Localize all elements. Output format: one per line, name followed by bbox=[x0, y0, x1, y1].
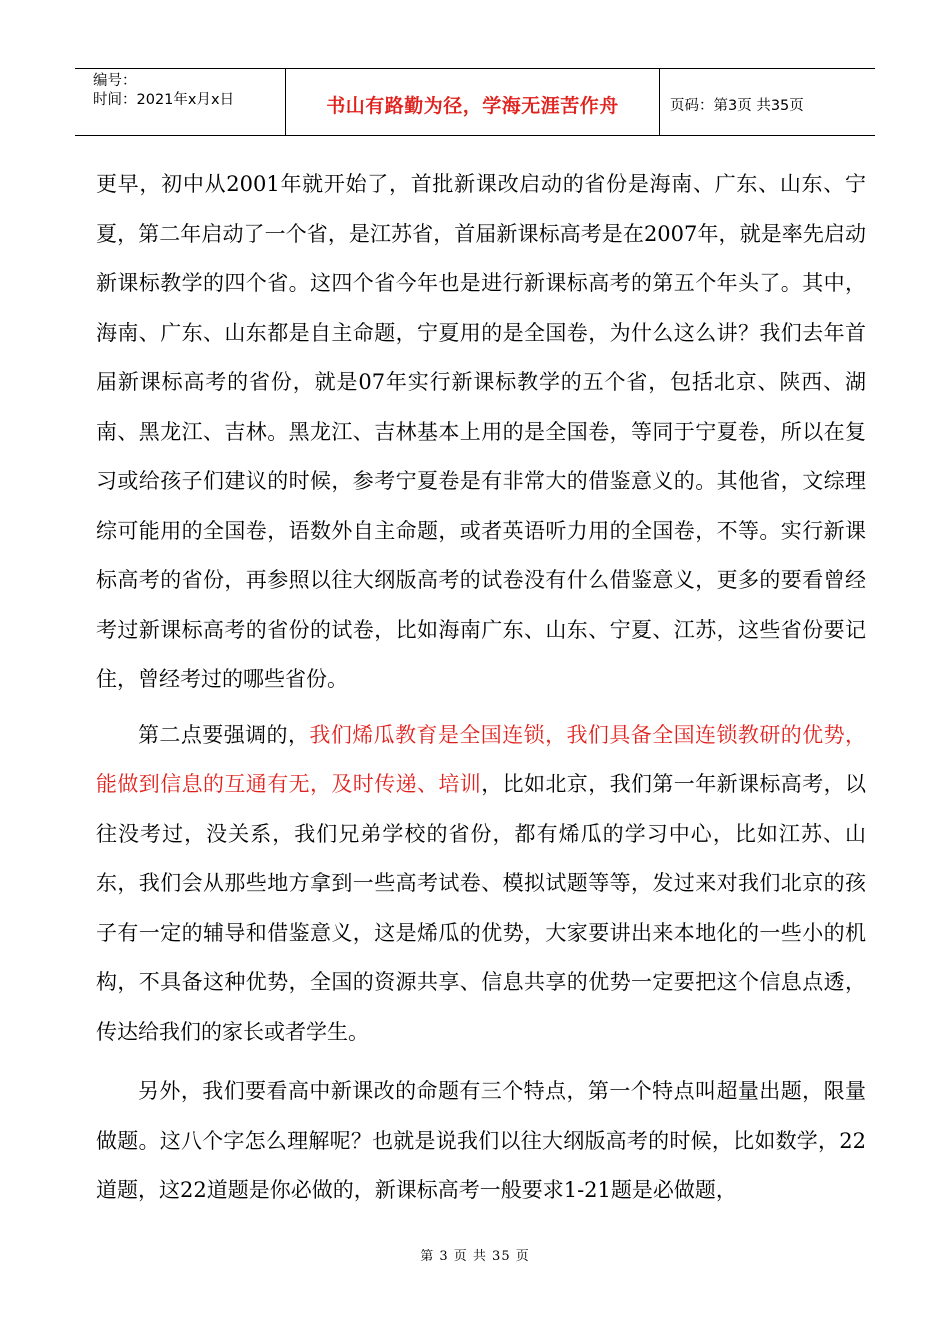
time-label: 时间：2021年x月x日 bbox=[93, 92, 235, 108]
serial-label: 编号： bbox=[93, 73, 137, 89]
motto-text: 书山有路勤为径，学海无涯苦作舟 bbox=[326, 94, 619, 117]
header-motto-cell bbox=[286, 69, 660, 135]
header-page-info-cell bbox=[660, 69, 875, 135]
paragraph-2-highlight: 我们烯瓜教育是全国连锁，我们具备全国连锁教研的优势，能做到信息的互通有无，及时传递、培训 bbox=[96, 722, 867, 796]
paragraph-2-end: ，比如北京，我们第一年新课标高考，以往没考过，没关系，我们兄弟学校的省份，都有烯瓜的学习中心，比如江苏、山东，我们会从那些地方拿到一些高考试卷、模拟试题等等，发过来对我们北京的孩子有一定的辅导和借鉴意义，这是烯瓜的优势，大家要讲出来本地化的一些小的机构，不具备这种优势，全国的资源共享、信息共享的优势一定要把这个信息点透，传达给我们的家长或者学生。 bbox=[96, 772, 867, 1044]
page-info-text: 页码：第3页 共35页 bbox=[670, 97, 804, 114]
page-header bbox=[75, 68, 875, 136]
paragraph-2 bbox=[96, 711, 866, 1058]
paragraph-2-start: 第二点要强调的， bbox=[138, 722, 310, 747]
document-body bbox=[96, 160, 866, 1216]
header-meta bbox=[75, 69, 286, 135]
paragraph-1: 更早，初中从2001年就开始了，首批新课改启动的省份是海南、广东、山东、宁夏，第二年启动了一个省，是江苏省，首届新课标高考是在2007年，就是率先启动新课标教学的四个省。这四个省今年也是进行新课标高考的第五个年头了。其中，海南、广东、山东都是自主命题，宁夏用的是全国卷，为什么这么讲？我们去年首届新课标高考的省份，就是07年实行新课标教学的五个省，包括北京、陕西、湖南、黑龙江、吉林。黑龙江、吉林基本上用的是全国卷，等同于宁夏卷，所以在复习或给孩子们建议的时候，参考宁夏卷是有非常大的借鉴意义的。其他省，文综理综可能用的全国卷，语数外自主命题，或者英语听力用的全国卷，不等。实行新课标高考的省份，再参照以往大纲版高考的试卷没有什么借鉴意义，更多的要看曾经考过新课标高考的省份的试卷，比如海南广东、山东、宁夏、江苏，这些省份要记住，曾经考过的哪些省份。 bbox=[96, 172, 866, 691]
page-footer: 第 3 页 共 35 页 bbox=[420, 1249, 530, 1264]
paragraph-3: 另外，我们要看高中新课改的命题有三个特点，第一个特点叫超量出题，限量做题。这八个字怎么理解呢？也就是说我们以往大纲版高考的时候，比如数学，22道题，这22道题是你必做的，新课标高考一般要求1-21题是必做题， bbox=[96, 1079, 866, 1202]
